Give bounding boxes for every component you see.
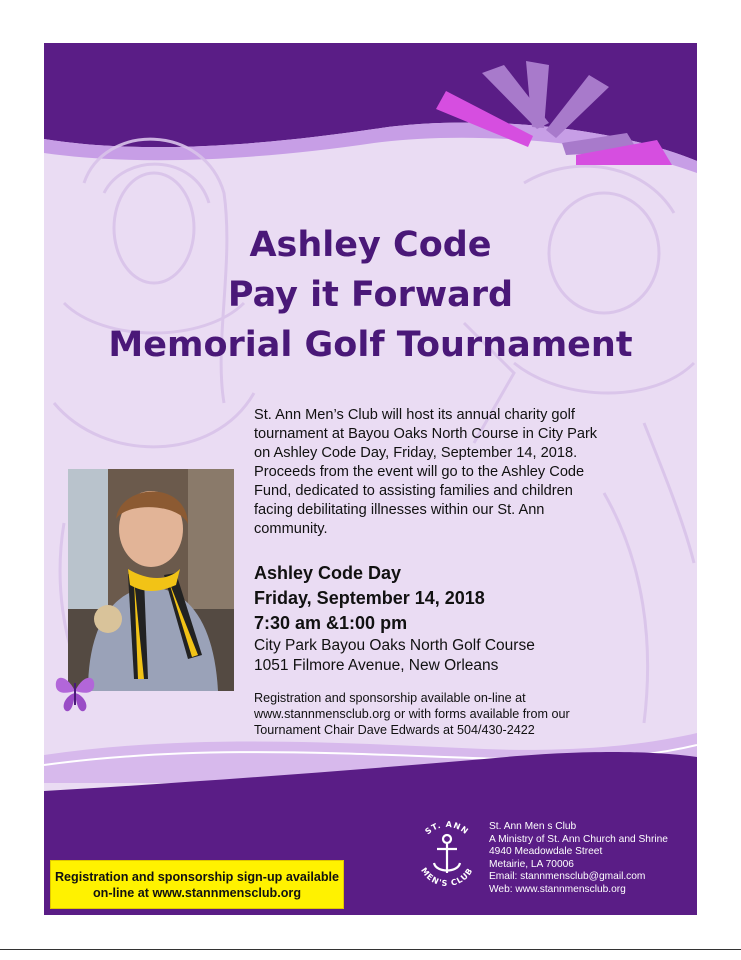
banner-line-1: Registration and sponsorship sign-up available: [54, 869, 340, 884]
title-line-3: Memorial Golf Tournament: [108, 325, 633, 365]
butterfly-icon: [52, 669, 98, 715]
event-time: 7:30 am &1:00 pm: [254, 613, 408, 633]
registration-banner[interactable]: [50, 860, 344, 909]
club-email[interactable]: Email: stannmensclub@gmail.com: [489, 871, 646, 883]
event-details: [254, 561, 535, 676]
registration-line[interactable]: www.stannmensclub.org or with forms available from our: [254, 707, 570, 721]
title-line-2: Pay it Forward: [227, 275, 514, 315]
banner-line-2: on-line at www.stannmensclub.org: [92, 885, 302, 900]
intro-line: facing debilitating illnesses within our St. Ann: [254, 502, 545, 518]
intro-line: Fund, dedicated to assisting families and children: [254, 483, 573, 499]
club-street: 4940 Meadowdale Street: [489, 846, 603, 858]
event-venue: City Park Bayou Oaks North Golf Course: [254, 637, 535, 654]
logo-top-text: ST. ANN: [423, 819, 471, 837]
club-ministry: A Ministry of St. Ann Church and Shrine: [489, 833, 668, 845]
ashley-photo: [68, 469, 234, 691]
event-address: 1051 Filmore Avenue, New Orleans: [254, 657, 499, 674]
registration-info: [254, 690, 674, 738]
intro-line: community.: [254, 521, 328, 537]
event-name: Ashley Code Day: [254, 563, 402, 583]
intro-line: St. Ann Men’s Club will host its annual charity golf: [254, 407, 575, 423]
intro-line: tournament at Bayou Oaks North Course in City Park: [254, 426, 598, 442]
title-line-1: Ashley Code: [249, 225, 492, 265]
club-name: St. Ann Men s Club: [489, 821, 577, 832]
bottom-divider: [0, 949, 741, 950]
club-contact: [489, 821, 668, 897]
club-web[interactable]: Web: www.stannmensclub.org: [489, 883, 626, 895]
event-date: Friday, September 14, 2018: [254, 588, 485, 608]
club-logo: [408, 815, 486, 893]
intro-line: on Ashley Code Day, Friday, September 14, 2018.: [254, 445, 578, 461]
logo-bottom-text: MEN'S CLUB: [419, 865, 475, 889]
intro-paragraph: [254, 406, 674, 539]
intro-line: Proceeds from the event will go to the Ashley Code: [254, 464, 585, 480]
registration-line: Tournament Chair Dave Edwards at 504/430-2422: [254, 723, 535, 737]
club-city: Metairie, LA 70006: [489, 858, 574, 870]
poster: [44, 43, 697, 915]
registration-line: Registration and sponsorship available on-line at: [254, 691, 526, 705]
